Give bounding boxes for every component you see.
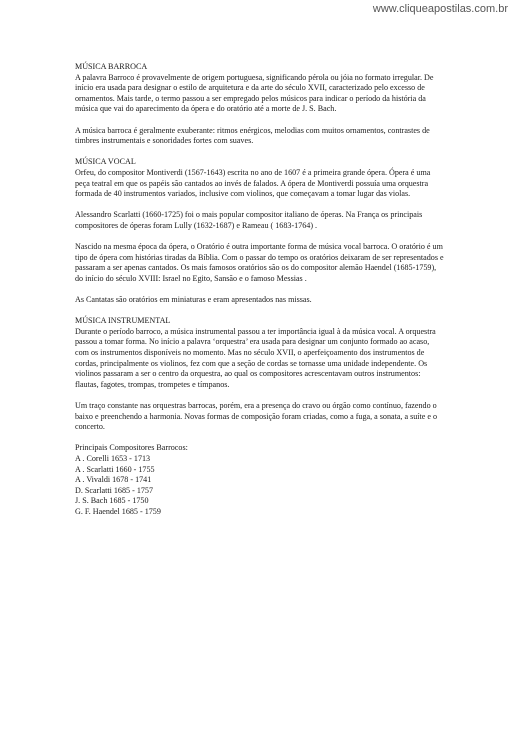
paragraph: As Cantatas são oratórios em miniaturas e eram apresentados nas missas. — [75, 295, 312, 305]
watermark-text: www.cliqueapostilas.com.br — [372, 3, 508, 15]
paragraph: Um traço constante nas orquestras barrocas, porém, era a presença do cravo ou órgão como contínuo, fazendo o baixo e preenchendo a harmonia. Novas formas de composição foram criadas, como a fuga, a sonata, a suíte e o concerto. — [75, 401, 438, 432]
section-musica-vocal — [75, 157, 445, 305]
section-musica-instrumental — [75, 316, 445, 433]
list-item: G. F. Haendel 1685 - 1759 — [75, 506, 161, 516]
section-musica-barroca — [75, 62, 445, 147]
section-heading: MÚSICA INSTRUMENTAL — [75, 316, 171, 326]
list-item: A . Vivaldi 1678 - 1741 — [75, 475, 152, 485]
paragraph: Orfeu, do compositor Montiverdi (1567-1643) escrita no ano de 1607 é a primeira grande ópera. Ópera é uma peça teatral em que os papéis são cantados ao invés de falados. A ópera de Montiverdi possuía uma orquestra formada de 40 instrumentos variados, inclusive com violinos, que começavam a tomar lugar das violas. — [75, 167, 431, 199]
list-item: A . Corelli 1653 - 1713 — [75, 453, 151, 463]
list-item: A . Scarlatti 1660 - 1755 — [75, 464, 155, 474]
document-body — [75, 62, 445, 528]
paragraph: A música barroca é geralmente exuberante: ritmos enérgicos, melodias com muitos ornamentos, contrastes de timbres instrumentais e sonoridades fortes com suaves. — [75, 125, 430, 146]
section-composers — [75, 443, 445, 517]
paragraph: Nascido na mesma época da ópera, o Oratório é outra importante forma de música vocal barroca. O oratório é um tipo de ópera com histórias tiradas da Bíblia. Com o passar do tempo os oratórios deixaram de ser representados e passaram a ser apenas cantados. Os mais famosos oratórios são os do compositor alemão Haendel (1685-1759), do início do século XVIII: Israel no Egito, Sansão e o famoso Messias . — [75, 242, 444, 283]
composers-list — [75, 454, 445, 518]
list-item: D. Scarlatti 1685 - 1757 — [75, 485, 154, 495]
composers-heading: Principais Compositores Barrocos: — [75, 443, 188, 453]
paragraph: A palavra Barroco é provavelmente de origem portuguesa, significando pérola ou jóia no formato irregular. De início era usada para designar o estilo de arquitetura e da arte do século XVII, caracterizado pelo excesso de ornamentos. Mais tarde, o termo passou a ser empregado pelos músicos para indicar o período da história da música que vai do aparecimento da ópera e do oratório até a morte de J. S. Bach. — [75, 72, 434, 114]
section-heading: MÚSICA BARROCA — [75, 62, 148, 71]
paragraph: Alessandro Scarlatti (1660-1725) foi o mais popular compositor italiano de óperas. Na França os principais compositores de óperas foram Lully (1632-1687) e Rameau ( 1683-1764) . — [75, 210, 423, 230]
list-item: J. S. Bach 1685 - 1750 — [75, 496, 149, 506]
paragraph: Durante o período barroco, a música instrumental passou a ter importância igual à da música vocal. A orquestra passou a tomar forma. No início a palavra ‘orquestra’ era usada para designar um conjunto formado ao acaso, com os instrumentos disponíveis no momento. Mas no século XVII, o aperfeiçoamento dos instrumentos de cordas, principalmente os violinos, fez com que a seção de cordas se tornasse uma unidade independente. Os violinos passaram a ser o centro da orquestra, ao qual os compositores acrescentavam outros instrumentos: flautas, fagotes, trompas, trompetes e tímpanos. — [75, 326, 436, 389]
section-heading: MÚSICA VOCAL — [75, 157, 136, 167]
